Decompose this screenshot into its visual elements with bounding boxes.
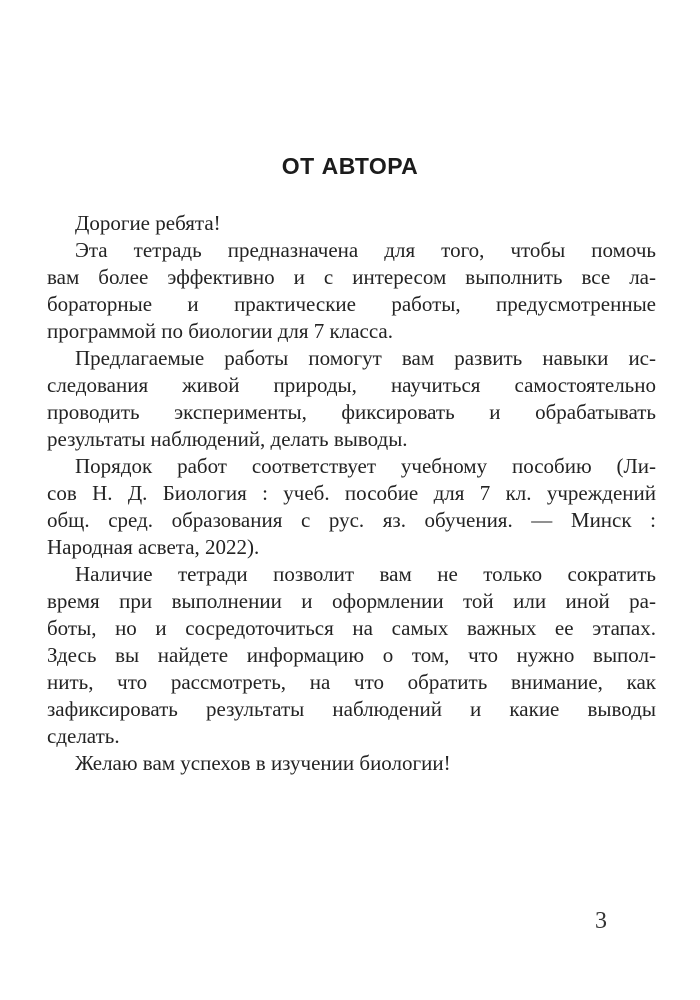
text-line: Дорогие ребята! [75, 211, 221, 235]
paragraph [47, 561, 656, 750]
text-line: Здесь вы найдете информацию о том, что нужно выпол- [47, 643, 656, 667]
text-line: результаты наблюдений, делать выводы. [47, 427, 408, 451]
text-line: боты, но и сосредоточиться на самых важных ее этапах. [47, 616, 656, 640]
text-line: бораторные и практические работы, предусмотренные [47, 292, 656, 316]
text-line: Желаю вам успехов в изучении биологии! [75, 751, 451, 775]
text-line: общ. сред. образования с рус. яз. обучения. — Минск : [47, 508, 656, 532]
text-line: проводить эксперименты, фиксировать и обрабатывать [47, 400, 656, 424]
text-line: программой по биологии для 7 класса. [47, 319, 393, 343]
text-line: сделать. [47, 724, 120, 748]
text-line: сов Н. Д. Биология : учеб. пособие для 7 кл. учреждений [47, 481, 656, 505]
text-line: вам более эффективно и с интересом выполнить все ла- [47, 265, 656, 289]
page-number: 3 [595, 908, 607, 934]
text-line: время при выполнении и оформлении той или иной ра- [47, 589, 656, 613]
text-line: нить, что рассмотреть, на что обратить внимание, как [47, 670, 656, 694]
text-line: Эта тетрадь предназначена для того, чтобы помочь [75, 238, 656, 262]
body-text [47, 210, 656, 777]
paragraph [47, 210, 656, 237]
paragraph [47, 453, 656, 561]
text-line: Народная асвета, 2022). [47, 535, 260, 559]
paragraph [47, 750, 656, 777]
page-title: ОТ АВТОРА [281, 153, 419, 179]
text-line: зафиксировать результаты наблюдений и какие выводы [47, 697, 656, 721]
text-line: Предлагаемые работы помогут вам развить навыки ис- [75, 346, 656, 370]
text-line: Наличие тетради позволит вам не только сократить [75, 562, 656, 586]
paragraph [47, 237, 656, 345]
paragraph [47, 345, 656, 453]
text-line: следования живой природы, научиться самостоятельно [47, 373, 656, 397]
text-line: Порядок работ соответствует учебному пособию (Ли- [75, 454, 656, 478]
